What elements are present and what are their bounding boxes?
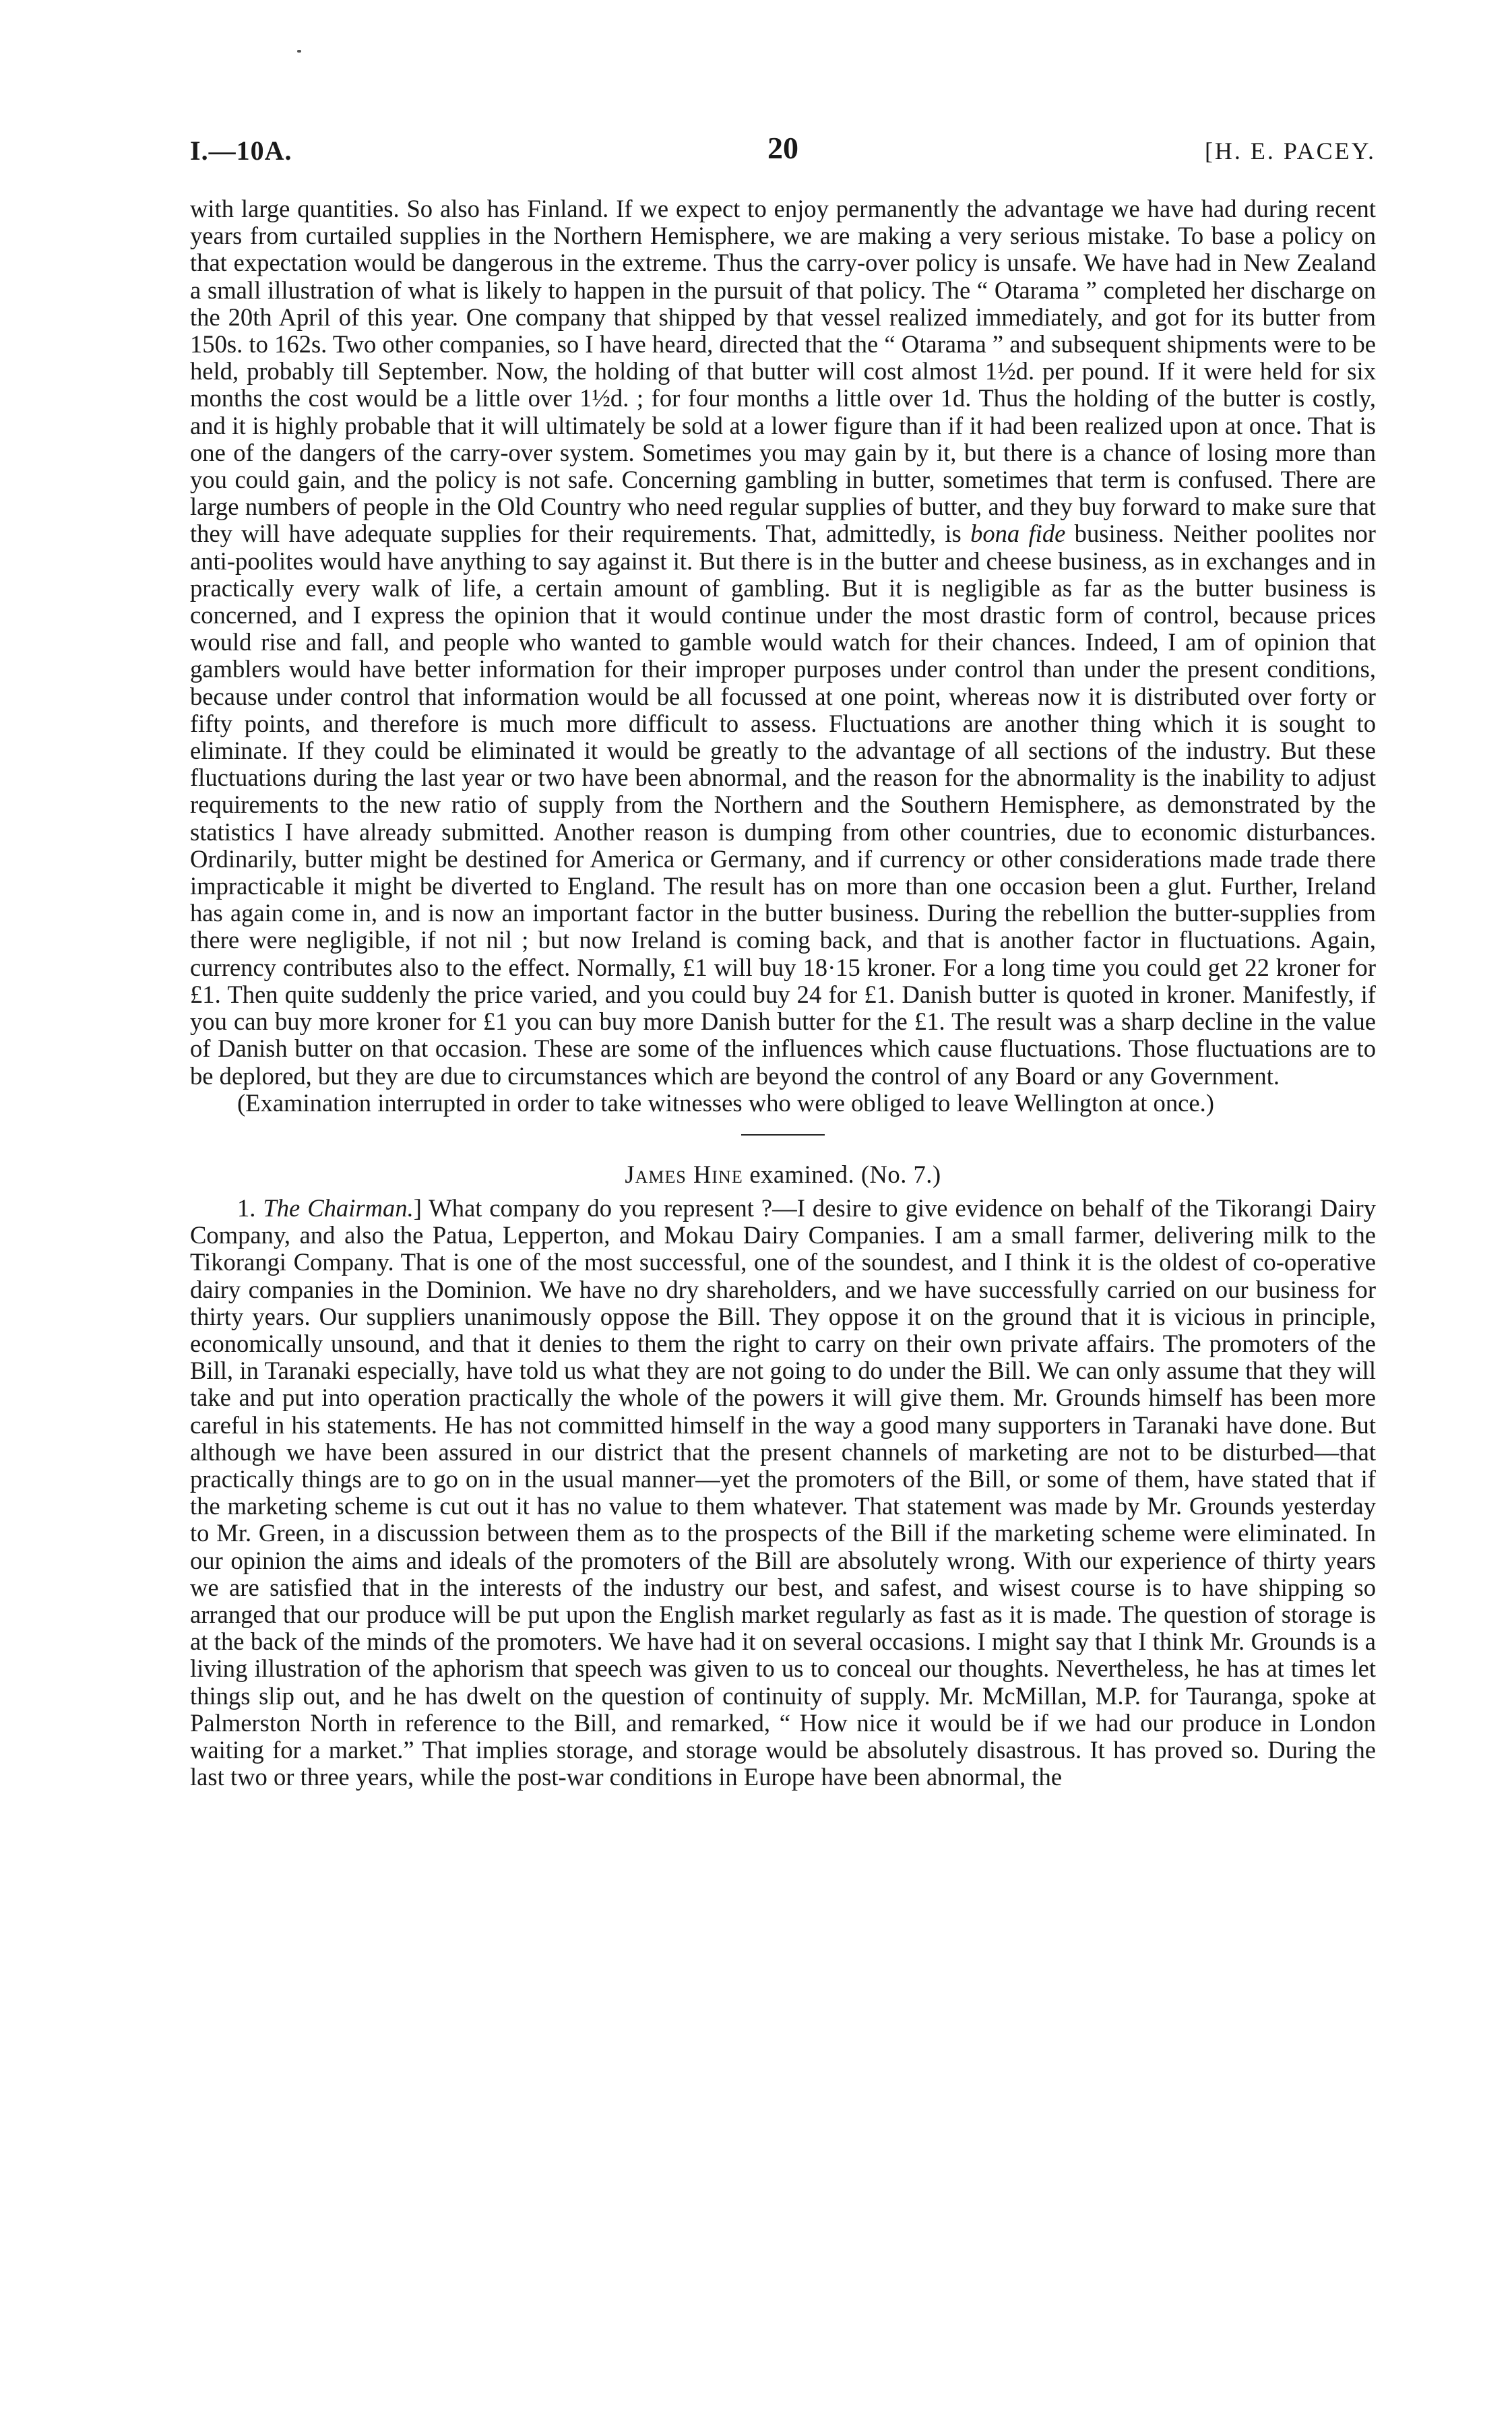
paragraph-interruption-note: (Examination interrupted in order to take witnesses who were obliged to leave Wellington at once.) [237, 1088, 1214, 1117]
paragraph-text: with large quantities. So also has Finland. If we expect to enjoy permanently the advantage we have had during recent years from curtailed supplies in the Northern Hemisphere, we are making a very serious mistake. To base a policy on that expectation would be dangerous in the extreme. Thus the carry-over policy is unsafe. We have had in New Zealand a small illustration of what is likely to happen in the pursuit of that policy. The “ Otarama ” completed her discharge on the 20th April of this year. One company that shipped by that vessel realized immediately, and got for its butter from 150s. to 162s. Two other companies, so I have heard, directed that the “ Otarama ” and subsequent shipments were to be held, probably till September. Now, the holding of that butter will cost almost 1½d. per pound. If it were held for six months the cost would be a little over 1½d. ; for four months a little over 1d. Thus the holding of the butter is costly, and it is highly probable that it will ultimately be sold at a lower figure than if it had been realized upon at once. That is one of the dangers of the carry-over system. Sometimes you may gain by it, but there is a chance of losing more than you could gain, and the policy is not safe. Concerning gambling in butter, sometimes that term is confused. There are large numbers of people in the Old Country who need regular supplies of butter, and they buy forward to make sure that they will have adequate supplies for their requirements. That, admittedly, is [190, 195, 1376, 548]
section-divider [190, 1117, 1376, 1154]
witness-name-header: [H. E. PACEY. [1204, 137, 1376, 164]
paragraph-question-1 [190, 1195, 1376, 1791]
running-head [190, 132, 1376, 170]
paragraph-text: ] What company do you represent ?—I desire to give evidence on behalf of the Tikorangi Dairy Company, and also the Patua, Lepperton, and Mokau Dairy Companies. I am a small farmer, delivering milk to the Tikorangi Company. That is one of the most successful, one of the soundest, and I think it is the oldest of co-operative dairy companies in the Dominion. We have no dry shareholders, and we have successfully carried on our business for thirty years. Our suppliers unanimously oppose the Bill. They oppose it on the ground that it is vicious in principle, economically unsound, and that it denies to them the right to carry on their own private affairs. The promoters of the Bill, in Taranaki especially, have told us what they are not going to do under the Bill. We can only assume that they will take and put into operation practically the whole of the powers it will give them. Mr. Grounds himself has been more careful in his statements. He has not committed himself in the way a good many supporters in Taranaki have done. But although we have been assured in our district that the present channels of marketing are not to be disturbed—that practically things are to go on in the usual manner—yet the promoters of the Bill, or some of them, have stated that if the marketing scheme is cut out it has no value to them whatever. That statement was made by Mr. Grounds yesterday to Mr. Green, in a discussion between them as to the prospects of the Bill if the marketing scheme were eliminated. In our opinion the aims and ideals of the promoters of the Bill are absolutely wrong. With our experience of thirty years we are satisfied that in the interests of the industry our best, and safest, and wisest course is to have shipping so arranged that our produce will be put upon the English market regularly as fast as it is made. The question of storage is at the back of the minds of the promoters. We have had it on several occasions. I might say that I think Mr. Grounds is a living illustration of the aphorism that speech was given to us to conceal our thoughts. Nevertheless, he has at times let things slip out, and he has dwelt on the question of continuity of supply. Mr. McMillan, M.P. for Tauranga, spoke at Palmerston North in reference to the Bill, and remarked, “ How nice it would be if we had our produce in London waiting for a market.” That implies storage, and storage would be absolutely disastrous. It has proved so. During the last two or three years, while the post-war conditions in Europe have been abnormal, the [190, 1193, 1377, 1791]
document-reference: I.—10A. [190, 135, 292, 166]
question-number: 1. [237, 1193, 263, 1222]
witness-heading [190, 1154, 1376, 1195]
witness-heading-rest: examined. (No. 7.) [743, 1160, 941, 1188]
question-speaker: The Chairman. [263, 1193, 414, 1222]
witness-name: James Hine [625, 1160, 743, 1188]
italic-phrase: bona fide [970, 520, 1066, 548]
paragraph-text: business. Neither poolites nor anti-poolites would have anything to say against it. But there is in the butter and cheese business, as in exchanges and in practically every walk of life, a certain amount of gambling. But it is negligible as far as the butter business is concerned, and I express the opinion that it would continue under the most drastic form of control, because prices would rise and fall, and people who wanted to gamble would watch for their chances. Indeed, I am of opinion that gamblers would have better information for their improper purposes under control than under the present conditions, because under control that information would be all focussed at one point, whereas now it is distributed over forty or fifty points, and therefore is much more difficult to assess. Fluctuations are another thing which it is sought to eliminate. If they could be eliminated it would be greatly to the advantage of all sections of the industry. But these fluctuations during the last year or two have been abnormal, and the reason for the abnormality is the inability to adjust requirements to the new ratio of supply from the Northern and the Southern Hemisphere, as demonstrated by the statistics I have already submitted. Another reason is dumping from other countries, due to economic disturbances. Ordinarily, butter might be destined for America or Germany, and if currency or other considerations made trade there impracticable it might be diverted to England. The result has on more than one occasion been a glut. Further, Ireland has again come in, and is now an important factor in the butter business. During the rebellion the butter-supplies from there were negligible, if not nil ; but now Ireland is coming back, and that is another factor in fluctuations. Again, currency contributes also to the effect. Normally, £1 will buy 18·15 kroner. For a long time you could get 22 kroner for £1. Then quite suddenly the price varied, and you could buy 24 for £1. Danish butter is quoted in kroner. Manifestly, if you can buy more kroner for £1 you can buy more Danish butter for the £1. The result was a sharp decline in the value of Danish butter on that occasion. These are some of the influences which cause fluctuations. Those fluctuations are to be deplored, but they are due to circumstances which are beyond the control of any Board or any Government. [190, 520, 1376, 1090]
divider-rule [741, 1134, 825, 1136]
page-number: 20 [767, 131, 798, 165]
paragraph-evidence-continued [190, 195, 1376, 1090]
body-text [190, 195, 1376, 1791]
scan-speck [297, 50, 301, 53]
